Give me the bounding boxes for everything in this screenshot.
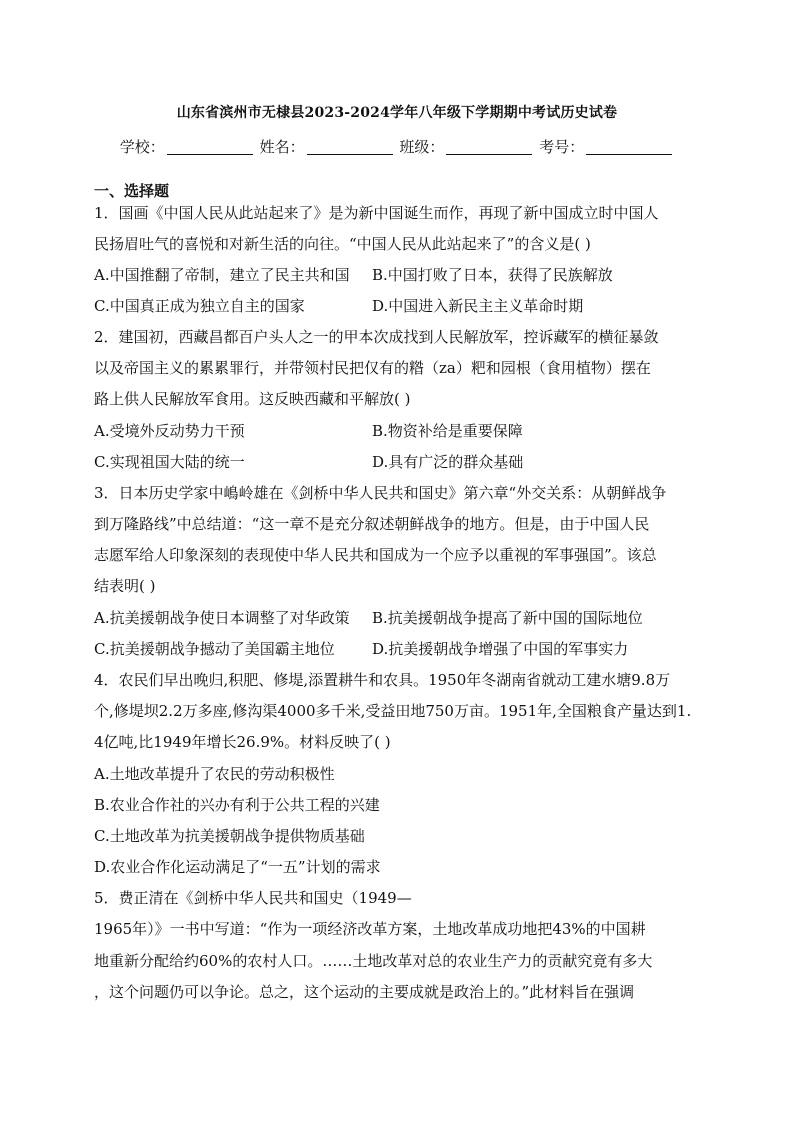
q5-stem-line-1: 5．费正清在《剑桥中华人民共和国史（1949— [94,889,412,907]
student-info-row [0,136,794,157]
q3-stem-line-3: 志愿军给人印象深刻的表现使中华人民共和国成为一个应予以重视的军事强国”。该总 [94,546,657,564]
name-label: 姓名： [259,138,305,156]
q5-stem-line-4: ，这个问题仍可以争论。总之，这个运动的主要成就是政治上的。”此材料旨在强调 [94,983,635,1001]
q1-option-a: A.中国推翻了帝制，建立了民主共和国 [94,266,350,284]
q2-stem-line-1: 2．建国初，西藏昌都百户头人之一的甲本次成找到人民解放军，控诉藏军的横征暴敛 [94,328,659,346]
q4-option-b: B.农业合作社的兴办有利于公共工程的兴建 [94,796,380,814]
q3-option-a: A.抗美援朝战争使日本调整了对华政策 [94,609,350,627]
q4-stem-line-2: 个,修堤坝2.2万多座,修沟渠4000多千米,受益田地750万亩。1951年,全国粮食产量达到1. [94,702,692,720]
q3-option-b: B.抗美援朝战争提高了新中国的国际地位 [372,609,643,627]
q1-stem-line-1: 1．国画《中国人民从此站起来了》是为新中国诞生而作，再现了新中国成立时中国人 [94,204,659,222]
q2-stem-line-3: 路上供人民解放军食用。这反映西藏和平解放( ) [94,390,411,408]
q2-option-b: B.物资补给是重要保障 [372,422,523,440]
q4-stem-line-3: 4亿吨,比1949年增长26.9%。材料反映了( ) [94,733,391,751]
q2-option-a: A.受境外反动势力干预 [94,422,245,440]
q5-stem-line-2: 1965年）》一书中写道：“作为一项经济改革方案，土地改革成功地把43%的中国耕 [94,920,646,938]
class-label: 班级： [399,138,445,156]
exam-no-blank[interactable] [586,154,672,155]
q3-stem-line-2: 到万隆路线”中总结道：“这一章不是充分叙述朝鲜战争的地方。但是，由于中国人民 [94,515,650,533]
q3-option-c: C.抗美援朝战争撼动了美国霸主地位 [94,640,335,658]
q3-option-d: D.抗美援朝战争增强了中国的军事实力 [372,640,629,658]
exam-no-label: 考号： [539,138,585,156]
class-blank[interactable] [446,154,532,155]
q2-stem-line-2: 以及帝国主义的累累罪行，并带领村民把仅有的糌（za）粑和园根（食用植物）摆在 [94,359,651,377]
q1-option-d: D.中国进入新民主主义革命时期 [372,297,584,315]
q4-stem-line-1: 4．农民们早出晚归,积肥、修堤,添置耕牛和农具。1950年冬湖南省就动工建水塘9.8万 [94,671,671,689]
name-blank[interactable] [307,154,393,155]
q5-stem-line-3: 地重新分配给约60%的农村人口。……土地改革对总的农业生产力的贡献究竟有多大 [94,952,653,970]
section-heading: 一、选择题 [94,182,170,200]
q3-stem-line-4: 结表明( ) [94,577,156,595]
q4-option-d: D.农业合作化运动满足了“一五”计划的需求 [94,858,381,876]
q4-option-c: C.土地改革为抗美援朝战争提供物质基础 [94,827,365,845]
q2-option-d: D.具有广泛的群众基础 [372,453,524,471]
q1-option-b: B.中国打败了日本，获得了民族解放 [372,266,613,284]
q2-option-c: C.实现祖国大陆的统一 [94,453,245,471]
school-label: 学校： [119,138,165,156]
q4-option-a: A.土地改革提升了农民的劳动积极性 [94,765,335,783]
q3-stem-line-1: 3．日本历史学家中嶋岭雄在《剑桥中华人民共和国史》第六章“外交关系：从朝鲜战争 [94,484,667,502]
school-blank[interactable] [167,154,253,155]
q1-stem-line-2: 民扬眉吐气的喜悦和对新生活的向往。“中国人民从此站起来了”的含义是( ) [94,235,591,253]
q1-option-c: C.中国真正成为独立自主的国家 [94,297,305,315]
exam-title: 山东省滨州市无棣县2023-2024学年八年级下学期期中考试历史试卷 [176,105,618,121]
